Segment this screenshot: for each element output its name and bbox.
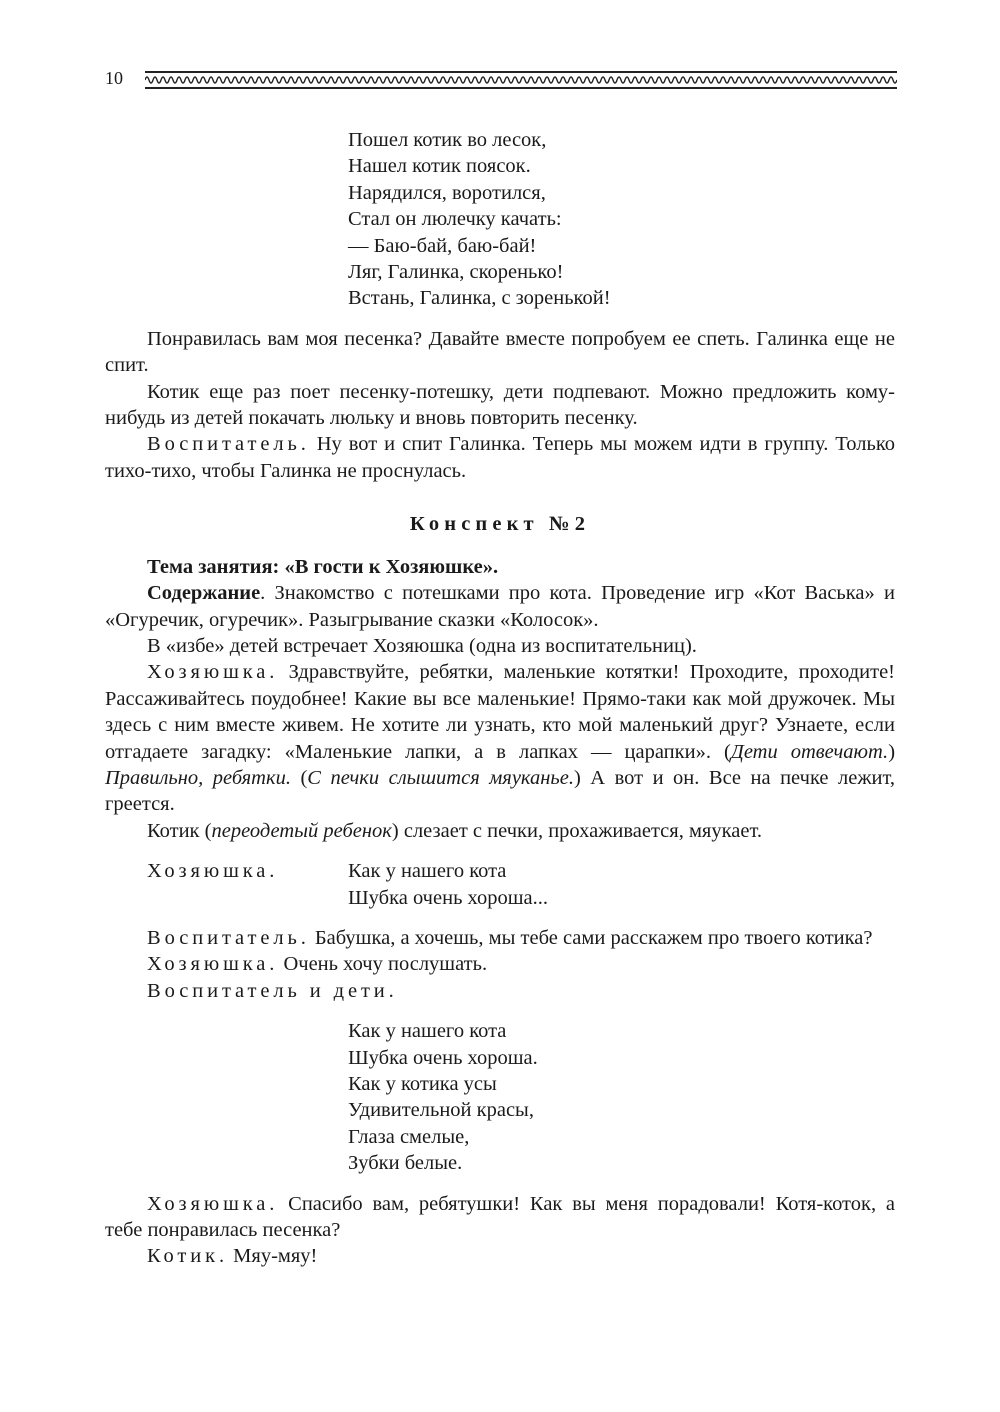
- verse-lullaby: [348, 127, 895, 312]
- speech-text: Мяу-мяу!: [228, 1245, 318, 1268]
- narration-text: ) слезает с печки, прохаживается, мяукает.: [391, 819, 762, 842]
- narration-text: Котик (: [147, 819, 212, 842]
- speech-text: Ну вот и спит Галинка. Теперь мы можем идти в группу. Только тихо-тихо, чтобы Галинка не проснулась.: [105, 433, 895, 482]
- lesson-theme: [105, 554, 895, 580]
- verse-line: Зубки белые.: [348, 1152, 463, 1175]
- speech-text: ) А вот и он. Все на печке лежит, греется.: [105, 766, 895, 816]
- paragraph: [105, 951, 895, 977]
- paragraph: [105, 659, 895, 817]
- stage-direction: переодетый ребенок: [211, 819, 392, 842]
- speech-italic: Правильно, ребятки.: [105, 766, 291, 789]
- paragraph: [105, 925, 895, 951]
- stage-direction: Дети отвечают.: [730, 740, 889, 763]
- verse-cat: [348, 1018, 895, 1176]
- speaker-name: Котик.: [147, 1245, 229, 1268]
- paragraph: [105, 978, 895, 1004]
- dialog-verse: [105, 858, 895, 911]
- verse-line: Шубка очень хороша.: [348, 1046, 538, 1069]
- speech-text: Здравствуйте, ребятки, маленькие котятки! Проходите, проходите! Рассаживайтесь поудобнее! Какие вы все маленькие! Прямо-таки как мой дружочек. Мы здесь с ним вместе живем. Не хотите ли узнать, кто мой маленький друг? Узнаете, если отгадаете загадку: «Маленькие лапки, а в лапках — царапки». (: [105, 661, 895, 763]
- theme-text: Тема занятия: «В гости к Хозяюшке».: [147, 555, 499, 578]
- verse-line: Как у нашего кота: [348, 860, 507, 883]
- paragraph: [105, 431, 895, 484]
- speaker-name: Хозяюшка.: [147, 1192, 279, 1215]
- page-body: [105, 127, 895, 1270]
- paragraph: [105, 1191, 895, 1244]
- lesson-content: [105, 580, 895, 633]
- verse-line: Нарядился, воротился,: [348, 181, 546, 204]
- speaker-name: Воспитатель.: [147, 926, 310, 949]
- verse-line: Как у нашего кота: [348, 1020, 507, 1043]
- verse-line: — Баю-бай, баю-бай!: [348, 234, 537, 257]
- verse-line: Удивительной красы,: [348, 1099, 534, 1122]
- page-number: 10: [105, 68, 123, 88]
- paragraph: [105, 818, 895, 844]
- verse-line: Встань, Галинка, с зоренькой!: [348, 287, 611, 310]
- speech-text: Спасибо вам, ребятушки! Как вы меня порадовали! Котя-коток, а тебе понравилась песенка?: [105, 1192, 895, 1242]
- verse-line: Как у котика усы: [348, 1073, 497, 1095]
- speaker-name: Воспитатель.: [147, 433, 310, 456]
- speaker-name: Хозяюшка.: [147, 953, 279, 976]
- speech-text: Очень хочу послушать.: [278, 953, 488, 976]
- stage-direction: С печки слышится мяуканье.: [307, 766, 574, 789]
- verse-lines: [348, 858, 895, 911]
- paragraph: В «избе» детей встречает Хозяюшка (одна из воспитательниц).: [147, 634, 697, 657]
- speech-text: ): [888, 740, 896, 763]
- verse-line: Ляг, Галинка, скоренько!: [348, 261, 564, 284]
- speech-text: Бабушка, а хочешь, мы тебе сами расскажем про твоего котика?: [309, 926, 873, 949]
- section-heading: Конспект №2: [409, 513, 591, 536]
- verse-line: Шубка очень хороша...: [348, 886, 549, 909]
- speaker-name: Хозяюшка.: [147, 860, 279, 883]
- page-header: [105, 66, 895, 92]
- paragraph: Котик еще раз поет песенку-потешку, дети подпевают. Можно предложить кому-нибудь из детей покачать люльку и вновь повторить песенку.: [105, 380, 895, 430]
- paragraph: [105, 1243, 895, 1269]
- paragraph: Понравилась вам моя песенка? Давайте вместе попробуем ее спеть. Галинка еще не спит.: [105, 327, 895, 377]
- verse-line: Нашел котик поясок.: [348, 155, 531, 178]
- speech-text: (: [290, 766, 308, 789]
- content-text: . Знакомство с потешками про кота. Проведение игр «Кот Васька» и «Огуречик, огуречик». Разыгрывание сказки «Колосок».: [105, 582, 895, 631]
- speaker-name: Хозяюшка.: [147, 661, 279, 684]
- verse-line: Стал он люлечку качать:: [348, 208, 562, 231]
- ornament-border: [145, 70, 897, 90]
- speaker-name: Воспитатель и дети.: [147, 979, 398, 1002]
- verse-line: Глаза смелые,: [348, 1125, 470, 1148]
- verse-line: Пошел котик во лесок,: [348, 129, 547, 151]
- content-label: Содержание: [147, 582, 261, 605]
